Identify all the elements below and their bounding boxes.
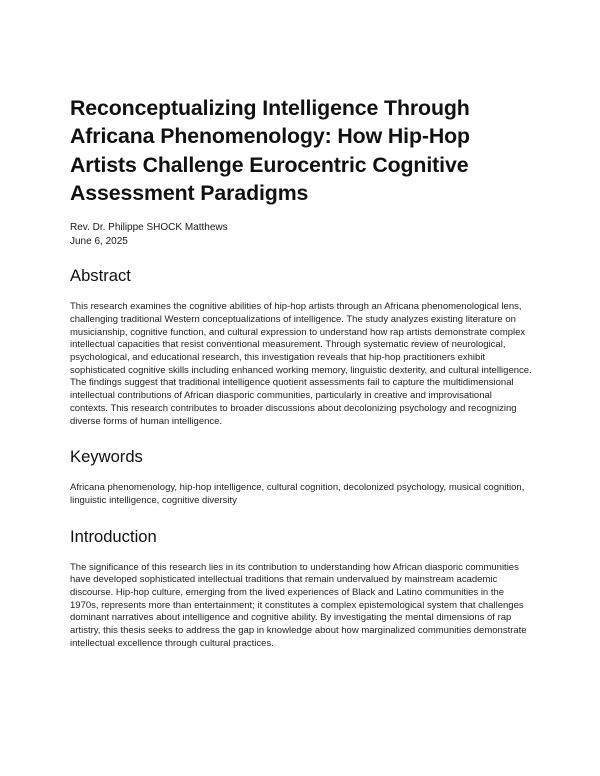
introduction-text: The significance of this research lies in its contribution to understanding how African diasporic communities have developed sophisticated intellectual traditions that remain undervalued by mainstream academic discourse. Hip-hop culture, emerging from the lived experiences of Black and Latino communities in the 1970s, represents more than entertainment; it constitutes a complex epistemological system that challenges dominant narratives about intelligence and cognitive ability. By investigating the mental dimensions of rap artistry, this thesis seeks to address the gap in knowledge about how marginalized communities demonstrate intellectual excellence through cultural practices.: [70, 561, 527, 649]
keywords-heading: Keywords: [70, 447, 143, 467]
paper-title: Reconceptualizing Intelligence Through Africana Phenomenology: How Hip-Hop Artists Challenge Eurocentric Cognitive Assessment Paradigms: [70, 96, 470, 205]
keywords-text: Africana phenomenology, hip-hop intelligence, cultural cognition, decolonized psychology, musical cognition, linguistic intelligence, cognitive diversity: [70, 482, 525, 506]
keywords-section: [70, 447, 532, 507]
abstract-section: [70, 266, 532, 428]
paper-meta: [70, 221, 532, 249]
introduction-section: [70, 527, 532, 651]
abstract-text: This research examines the cognitive abilities of hip-hop artists through an Africana phenomenological lens, challenging traditional Western conceptualizations of intelligence. The study analyzes existing literature on musicianship, cognitive function, and cultural expression to understand how rap artists demonstrate complex intellectual capacities that resist conventional measurement. Through systematic review of neurological, psychological, and educational research, this investigation reveals that hip-hop practitioners exhibit sophisticated cognitive skills including enhanced working memory, linguistic dexterity, and cultural intelligence. The findings suggest that traditional intelligence quotient assessments fail to capture the multidimensional intellectual contributions of African diasporic communities, particularly in creative and improvisational contexts. This research contributes to broader discussions about decolonizing psychology and recognizing diverse forms of human intelligence.: [70, 301, 532, 427]
introduction-heading: Introduction: [70, 526, 157, 546]
author-name: Rev. Dr. Philippe SHOCK Matthews: [70, 222, 228, 234]
publication-date: June 6, 2025: [70, 236, 128, 248]
abstract-heading: Abstract: [70, 266, 131, 286]
paper-page: [70, 94, 532, 651]
